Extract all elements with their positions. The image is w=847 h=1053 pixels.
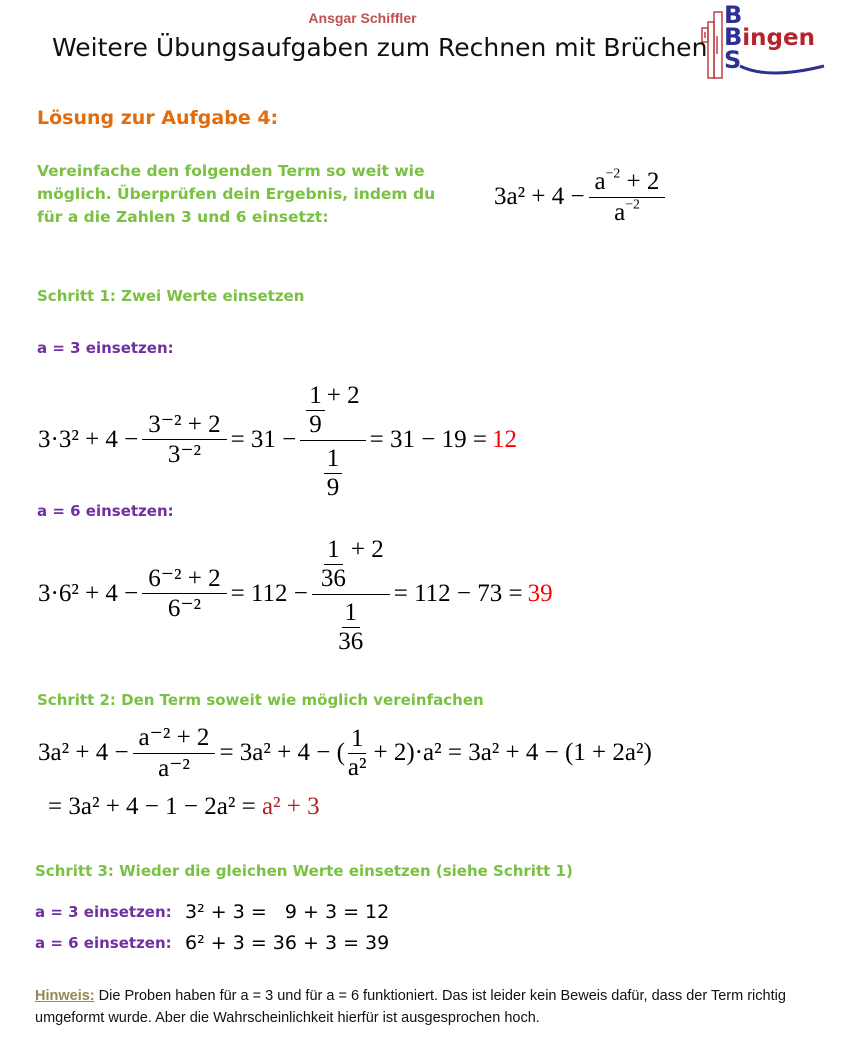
eq-fraction [142, 411, 226, 469]
step2-result: a² + 3 [261, 793, 320, 820]
eq-frac-num: 3⁻² + 2 [142, 411, 226, 441]
step2-fraction [133, 724, 216, 782]
task-frac-num-exp: −2 [605, 165, 621, 181]
step3-row-2 [35, 932, 389, 954]
step3-row-result: 12 [365, 901, 390, 923]
hint-paragraph [35, 985, 825, 1029]
step2-line2 [48, 793, 320, 821]
eq-complex-fraction [300, 382, 365, 501]
eq-mid: = 112 − [230, 579, 308, 607]
step2-line1 [38, 724, 652, 782]
step3-row-1 [35, 901, 389, 923]
inner-den-top: 1 [324, 445, 343, 474]
task-frac-den-exp: −2 [625, 195, 640, 211]
step1-title: Schritt 1: Zwei Werte einsetzen [37, 287, 305, 305]
step3-row-label: a = 6 einsetzen: [35, 934, 172, 952]
inner-num-tail: + 2 [326, 382, 360, 410]
page-title: Weitere Übungsaufgaben zum Rechnen mit Brüchen [52, 33, 708, 62]
eq-tail: = 31 − 19 = [369, 425, 487, 453]
logo-letter-b2: B [724, 23, 743, 51]
logo-letter-s: S [724, 46, 742, 74]
task-text: Vereinfache den folgenden Term so weit wie möglich. Überprüfen dein Ergebnis, indem du für a die Zahlen 3 und 6 einsetzt: [37, 162, 436, 226]
eq-result: 12 [491, 425, 517, 453]
step2-mid: = 3a² + 4 − ( [219, 739, 345, 766]
inner-num-top: 1 [306, 382, 325, 411]
step1-case2-label: a = 6 einsetzen: [37, 502, 174, 520]
task-frac-num-tail: + 2 [620, 168, 660, 195]
step3-row-result: 39 [365, 932, 390, 954]
inner-num-tail: + 2 [350, 536, 384, 564]
bbs-bingen-logo [698, 1, 828, 83]
task-frac-den-base: a [614, 198, 626, 226]
hint-label: Hinweis: [35, 988, 95, 1004]
eq-tail: = 112 − 73 = [393, 579, 523, 607]
step2-inner-den: a² [347, 753, 367, 781]
step1-case1-label: a = 3 einsetzen: [37, 339, 174, 357]
inner-den-top: 1 [342, 599, 361, 628]
author-text: Ansgar Schiffler [308, 10, 417, 26]
step1-case2-equation [38, 532, 553, 655]
step3-row-expr: 6² + 3 = 36 + 3 = [185, 932, 360, 954]
task-fraction [589, 165, 666, 226]
step3-title: Schritt 3: Wieder die gleichen Werte einsetzen (siehe Schritt 1) [35, 862, 573, 880]
step2-lead: 3a² + 4 − [38, 739, 129, 766]
step3-row-label: a = 3 einsetzen: [35, 903, 172, 921]
eq-frac-num: 6⁻² + 2 [142, 565, 226, 595]
task-expr-lead: 3a² + 4 − [494, 183, 585, 210]
step2-inner-num: 1 [348, 725, 367, 754]
inner-num-bottom: 9 [309, 410, 322, 438]
step3-row-expr: 3² + 3 = 9 + 3 = [185, 901, 360, 923]
inner-den-bottom: 9 [326, 473, 340, 501]
step2-line2-text: = 3a² + 4 − 1 − 2a² = [48, 793, 256, 820]
step2-tail: + 2)·a² = 3a² + 4 − (1 + 2a²) [373, 739, 652, 766]
eq-mid: = 31 − [230, 425, 297, 453]
inner-num-bottom: 36 [320, 564, 346, 592]
inner-den-bottom: 36 [338, 627, 364, 655]
eq-result: 39 [527, 579, 553, 607]
step1-case1-equation [38, 378, 517, 501]
step2-inner-fraction [345, 725, 370, 781]
solution-heading: Lösung zur Aufgabe 4: [37, 107, 279, 129]
step2-title: Schritt 2: Den Term soweit wie möglich vereinfachen [37, 691, 484, 709]
step2-frac-num: a⁻² + 2 [133, 724, 216, 754]
task-frac-num-base: a [594, 168, 606, 195]
eq-frac-den: 6⁻² [167, 595, 202, 622]
logo-letter-b1: B [724, 1, 743, 29]
eq-lead: 3·3² + 4 − [38, 425, 139, 453]
step2-frac-den: a⁻² [158, 754, 190, 782]
logo-word: ingen [742, 25, 815, 51]
eq-frac-den: 3⁻² [167, 441, 202, 468]
eq-complex-fraction [312, 536, 390, 655]
hint-text: Die Proben haben für a = 3 und für a = 6 funktioniert. Das ist leider kein Beweis dafür, dass der Term richtig umgeformt wurde. Aber die Wahrscheinlichkeit hierfür ist ausgesprochen hoch. [35, 988, 786, 1026]
eq-fraction [142, 565, 226, 623]
eq-lead: 3·6² + 4 − [38, 579, 139, 607]
inner-num-top: 1 [324, 536, 343, 565]
task-expression [494, 165, 669, 226]
